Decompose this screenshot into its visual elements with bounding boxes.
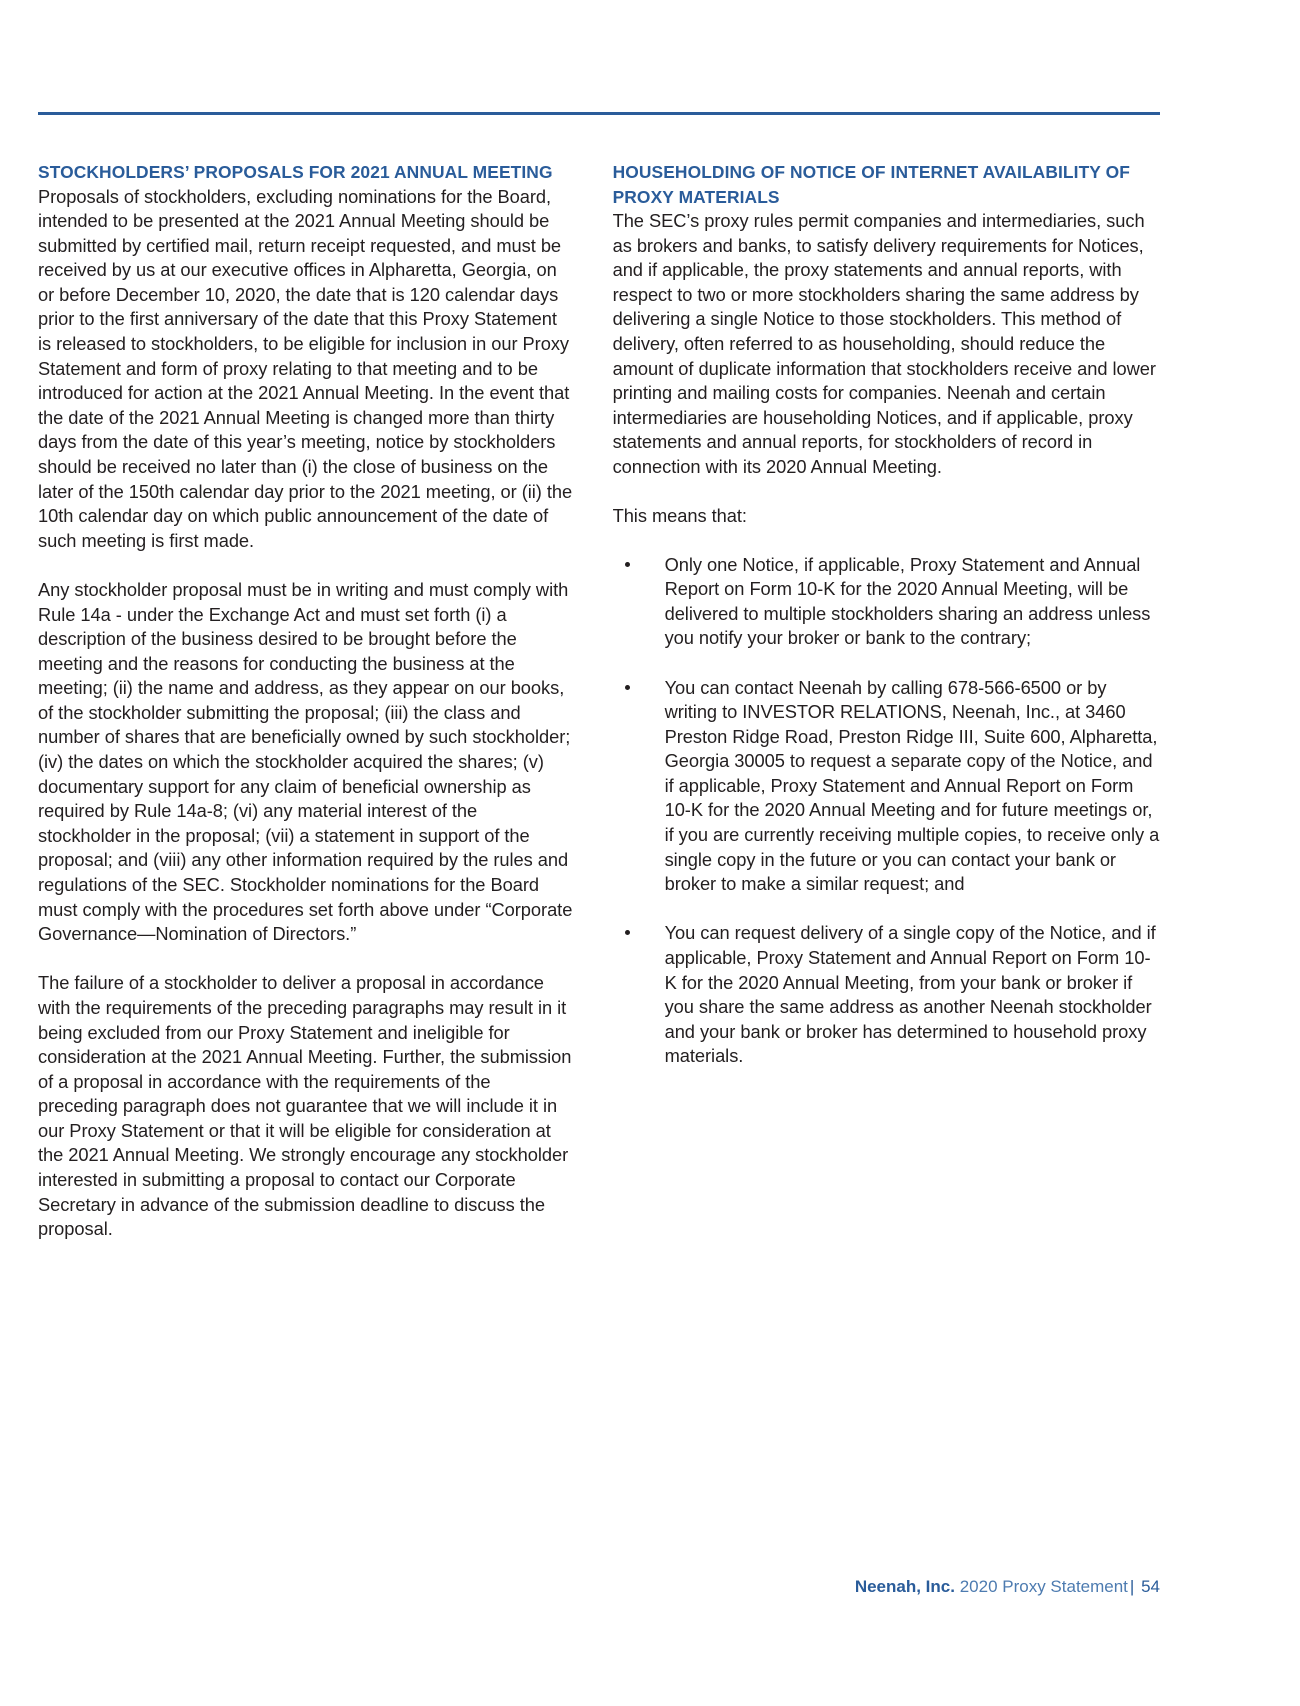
householding-bullet-list [613,553,1162,1069]
left-paragraph-3: The failure of a stockholder to deliver a proposal in accordance with the requirements of the preceding paragraphs may result in it being excluded from our Proxy Statement and ineligible for consideration at the 2021 Annual Meeting. Further, the submission of a proposal in accordance with the requirements of the preceding paragraph does not guarantee that we will include it in our Proxy Statement or that it will be eligible for consideration at the 2021 Annual Meeting. We strongly encourage any stockholder interested in submitting a proposal to contact our Corporate Secretary in advance of the submission deadline to discuss the proposal. [38,972,572,1240]
footer-brand: Neenah, Inc. [854,1577,955,1596]
footer-document-title: 2020 Proxy Statement [959,1577,1128,1596]
right-section-heading: HOUSEHOLDING OF NOTICE OF INTERNET AVAILABILITY OF PROXY MATERIALS [612,162,1130,207]
page-footer [855,1576,1160,1598]
list-item-text: You can contact Neenah by calling 678-566-6500 or by writing to INVESTOR RELATIONS, Neenah, Inc., at 3460 Preston Ridge Road, Preston Ridge III, Suite 600, Alpharetta, Georgia 30005 to request a separate copy of the Notice, and if applicable, Proxy Statement and Annual Report on Form 10-K for the 2020 Annual Meeting and for future meetings or, if you are currently receiving multiple copies, to receive only a single copy in the future or you can contact your bank or broker to make a similar request; and [664,676,1160,895]
list-item [613,676,1162,897]
top-horizontal-rule [38,112,1160,115]
left-paragraph-1: Proposals of stockholders, excluding nominations for the Board, intended to be presented at the 2021 Annual Meeting should be submitted by certified mail, return receipt requested, and must be received by us at our executive offices in Alpharetta, Georgia, on or before December 10, 2020, the date that is 120 calendar days prior to the first anniversary of the date that this Proxy Statement is released to stockholders, to be eligible for inclusion in our Proxy Statement and form of proxy relating to that meeting and to be introduced for action at the 2021 Annual Meeting. In the event that the date of the 2021 Annual Meeting is changed more than thirty days from the date of this year’s meeting, notice by stockholders should be received no later than (i) the close of business on the later of the 150th calendar day prior to the 2021 meeting, or (ii) the 10th calendar day on which public announcement of the date of such meeting is first made. [38,185,573,551]
list-item [613,553,1162,651]
footer-page-number: 54 [1141,1577,1160,1596]
left-paragraph-2: Any stockholder proposal must be in writing and must comply with Rule 14a - under the Exchange Act and must set forth (i) a description of the business desired to be brought before the meeting and the reasons for conducting the business at the meeting; (ii) the name and address, as they appear on our books, of the stockholder submitting the proposal; (iii) the class and number of shares that are beneficially owned by such stockholder; (iv) the dates on which the stockholder acquired the shares; (v) documentary support for any claim of beneficial ownership as required by Rule 14a-8; (vi) any material interest of the stockholder in the proposal; (vii) a statement in support of the proposal; and (viii) any other information required by the rules and regulations of the SEC. Stockholder nominations for the Board must comply with the procedures set forth above under “Corporate Governance—Nomination of Directors.” [38,578,573,945]
right-intro-paragraph: The SEC’s proxy rules permit companies and intermediaries, such as brokers and banks, to satisfy delivery requirements for Notices, and if applicable, the proxy statements and annual reports, with respect to two or more stockholders sharing the same address by delivering a single Notice to those stockholders. This method of delivery, often referred to as householding, should reduce the amount of duplicate information that stockholders receive and lower printing and mailing costs for companies. Neenah and certain intermediaries are householding Notices, and if applicable, proxy statements and annual reports, for stockholders of record in connection with its 2020 Annual Meeting. [612,210,1156,477]
footer-separator: | [1129,1577,1135,1596]
bullet-dot-icon [625,562,630,567]
bullet-dot-icon [625,930,630,935]
list-item [613,921,1162,1069]
right-lead-in-text: This means that: [612,505,747,527]
bullet-dot-icon [625,685,630,690]
left-section-heading: STOCKHOLDERS’ PROPOSALS FOR 2021 ANNUAL MEETING [38,162,553,182]
left-column [38,160,575,1242]
right-column [613,160,1162,1069]
list-item-text: Only one Notice, if applicable, Proxy Statement and Annual Report on Form 10-K for the 2020 Annual Meeting, will be delivered to multiple stockholders sharing an address unless you notify your broker or bank to the contrary; [664,553,1151,649]
two-column-content [38,160,1162,1242]
list-item-text: You can request delivery of a single copy of the Notice, and if applicable, Proxy Statement and Annual Report on Form 10-K for the 2020 Annual Meeting, from your bank or broker if you share the same address as another Neenah stockholder and your bank or broker has determined to household proxy materials. [664,922,1156,1067]
